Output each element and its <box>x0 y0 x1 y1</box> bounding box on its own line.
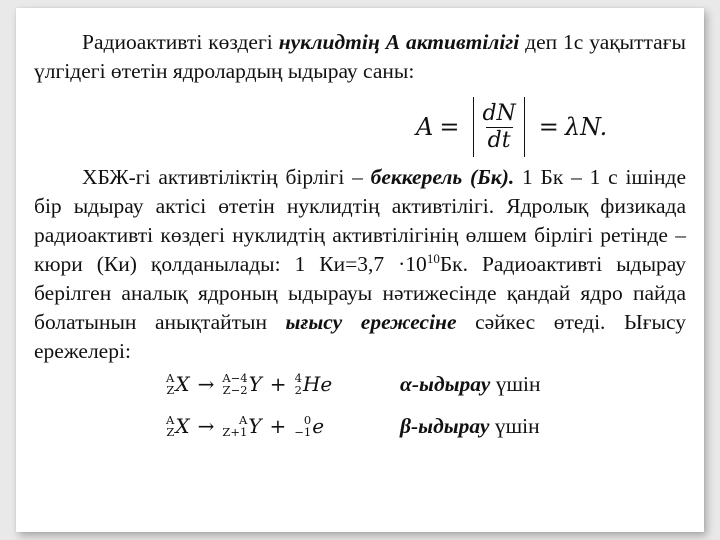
fraction-numerator: dN <box>482 100 516 126</box>
beta-parent-charge: Z <box>166 425 175 439</box>
alpha-plus: + <box>269 372 287 396</box>
electron-nuclide <box>294 414 324 438</box>
alpha-daughter-charge: Z−2 <box>222 383 248 397</box>
beta-parent-nuclide <box>166 414 190 438</box>
activity-formula <box>416 92 607 162</box>
alpha-particle-nuclide <box>295 372 333 396</box>
definition-lead: Радиоактивті көздегі <box>82 30 279 54</box>
units-text-2: 1 Бк – 1 с ішінде бір ыдырау актісі өтетін нуклидтің активтілігі. Ядролық физикада радиоактивті көздегі нуклидтің активтілігінің өлшем бірлігі ретінде – кюри (Ки) қолданылады: 1 Ки=3,7 ·10 <box>34 165 686 276</box>
beta-parent-mass: A <box>166 413 175 427</box>
fraction-denominator: dt <box>487 127 511 153</box>
alpha-decay-equation <box>166 366 332 402</box>
alpha-daughter-mass: A−4 <box>222 371 248 385</box>
beta-plus: + <box>269 414 287 438</box>
displacement-rule-term: ығысу ережесіне <box>285 310 457 334</box>
becquerel-term: беккерель (Бк). <box>370 165 515 189</box>
electron-mass: 0 <box>303 413 312 427</box>
units-text-4: сәйкес өтеді. Ығысу ережелері: <box>34 310 686 363</box>
alpha-particle-charge: 2 <box>294 383 302 397</box>
alpha-decay-term: α-ыдырау <box>400 372 491 396</box>
activity-term: нуклидтің А активтілігі <box>278 30 520 54</box>
definition-tail: деп 1с уақыттағы үлгідегі өтетін ядролардың ыдырау саны: <box>34 30 686 83</box>
beta-decay-term: β-ыдырау <box>400 414 490 438</box>
alpha-particle-symbol: He <box>302 372 333 396</box>
alpha-parent-charge: Z <box>166 383 175 397</box>
alpha-parent-mass: A <box>166 371 175 385</box>
alpha-particle-mass: 4 <box>294 371 302 385</box>
beta-decay-label <box>400 412 540 441</box>
formula-equals-1: = <box>439 113 460 141</box>
formula-lhs: A <box>416 113 434 141</box>
beta-daughter-mass: A <box>238 413 248 427</box>
alpha-decay-tail: үшін <box>490 372 541 396</box>
units-text-3: Бк. Радиоактивті ыдырау берілген аналық ядроның ыдырауы нәтижесінде қандай ядро пайда болатынын анықтайтын <box>34 252 687 334</box>
curie-exponent: 10 <box>426 251 440 266</box>
alpha-parent-nuclide <box>166 372 190 396</box>
alpha-decay-label <box>400 370 541 399</box>
formula-equals-2: = <box>538 113 559 141</box>
formula-rhs: λN. <box>564 113 608 141</box>
beta-daughter-charge: Z+1 <box>222 425 248 439</box>
alpha-daughter-nuclide <box>222 372 261 396</box>
electron-charge: −1 <box>294 425 312 439</box>
units-paragraph <box>34 163 686 366</box>
definition-paragraph <box>34 28 686 86</box>
derivative-fraction <box>480 101 517 154</box>
beta-daughter-nuclide <box>222 414 261 438</box>
slide <box>16 8 704 532</box>
units-text-1: ХБЖ-гі активтіліктің бірлігі – <box>82 165 371 189</box>
absolute-value-bars <box>473 97 524 157</box>
alpha-parent-symbol: X <box>175 372 190 396</box>
beta-daughter-symbol: Y <box>248 414 262 438</box>
electron-symbol: e <box>312 414 325 438</box>
alpha-arrow: → <box>197 372 215 396</box>
beta-arrow: → <box>197 414 215 438</box>
beta-decay-equation <box>166 408 324 444</box>
alpha-daughter-symbol: Y <box>248 372 262 396</box>
beta-parent-symbol: X <box>175 414 190 438</box>
beta-decay-tail: үшін <box>489 414 540 438</box>
